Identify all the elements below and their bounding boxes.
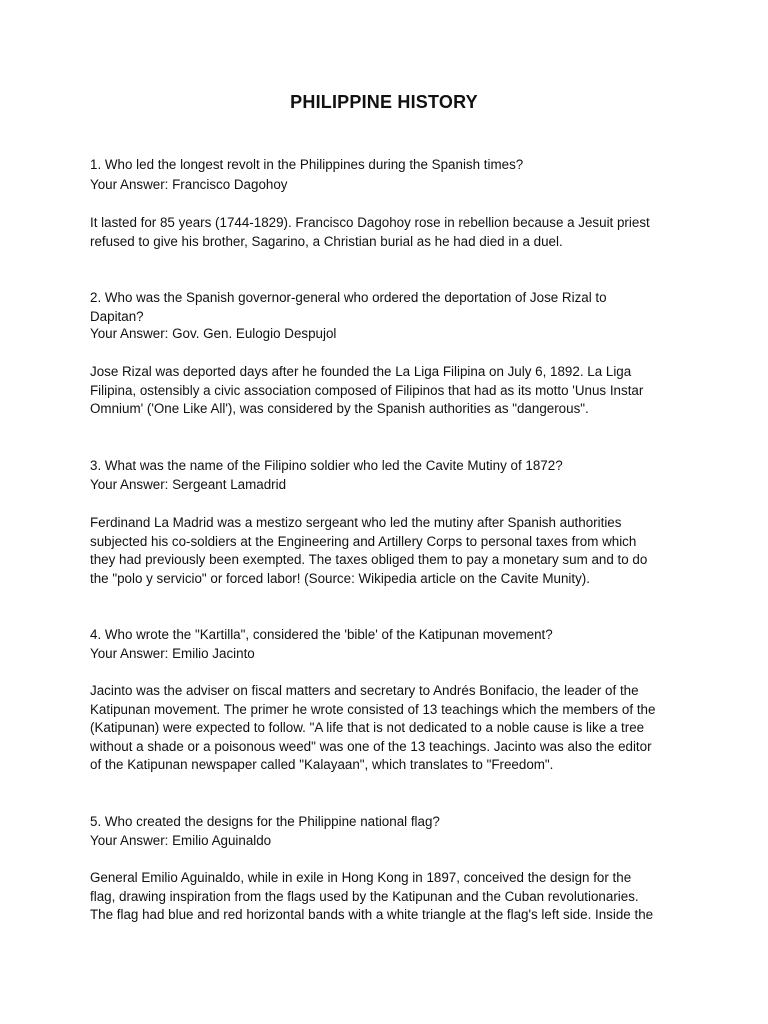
question-4: 4. Who wrote the "Kartilla", considered the 'bible' of the Katipunan movement? xyxy=(90,627,553,642)
answer-4: Your Answer: Emilio Jacinto xyxy=(90,646,255,661)
question-2: 2. Who was the Spanish governor-general who ordered the deportation of Jose Rizal to Dapitan? xyxy=(90,290,607,324)
question-5: 5. Who created the designs for the Philippine national flag? xyxy=(90,814,440,829)
explanation-2: Jose Rizal was deported days after he founded the La Liga Filipina on July 6, 1892. La Liga Filipina, ostensibly a civic association composed of Filipinos that had as its motto 'Unus Instar Omnium' ('One Like All'), was considered by the Spanish authorities as "dangerous". xyxy=(90,364,644,417)
question-1: 1. Who led the longest revolt in the Philippines during the Spanish times? xyxy=(90,157,524,172)
question-3: 3. What was the name of the Filipino soldier who led the Cavite Mutiny of 1872? xyxy=(90,458,563,473)
explanation-3: Ferdinand La Madrid was a mestizo sergeant who led the mutiny after Spanish authorities subjected his co-soldiers at the Engineering and Artillery Corps to personal taxes from which they had previously been exempted. The taxes obliged them to pay a monetary sum and to do the "polo y servicio" or forced labor! (Source: Wikipedia article on the Cavite Munity). xyxy=(90,515,648,586)
answer-5: Your Answer: Emilio Aguinaldo xyxy=(90,833,272,848)
answer-3: Your Answer: Sergeant Lamadrid xyxy=(90,477,287,492)
page-title: PHILIPPINE HISTORY xyxy=(290,92,478,112)
explanation-1: It lasted for 85 years (1744-1829). Francisco Dagohoy rose in rebellion because a Jesuit priest refused to give his brother, Sagarino, a Christian burial as he had died in a duel. xyxy=(90,215,650,249)
answer-1: Your Answer: Francisco Dagohoy xyxy=(90,177,288,192)
explanation-4: Jacinto was the adviser on fiscal matters and secretary to Andrés Bonifacio, the leader of the Katipunan movement. The primer he wrote consisted of 13 teachings which the members of the (Katipunan) were expected to follow. "A life that is not dedicated to a noble cause is like a tree without a shade or a poisonous weed" was one of the 13 teachings. Jacinto was also the editor of the Katipunan newspaper called "Kalayaan", which translates to "Freedom". xyxy=(90,683,656,773)
answer-2: Your Answer: Gov. Gen. Eulogio Despujol xyxy=(90,326,337,341)
explanation-5: General Emilio Aguinaldo, while in exile in Hong Kong in 1897, conceived the design for the flag, drawing inspiration from the flags used by the Katipunan and the Cuban revolutionaries. The flag had blue and red horizontal bands with a white triangle at the flag's left side. Inside the xyxy=(90,870,654,923)
